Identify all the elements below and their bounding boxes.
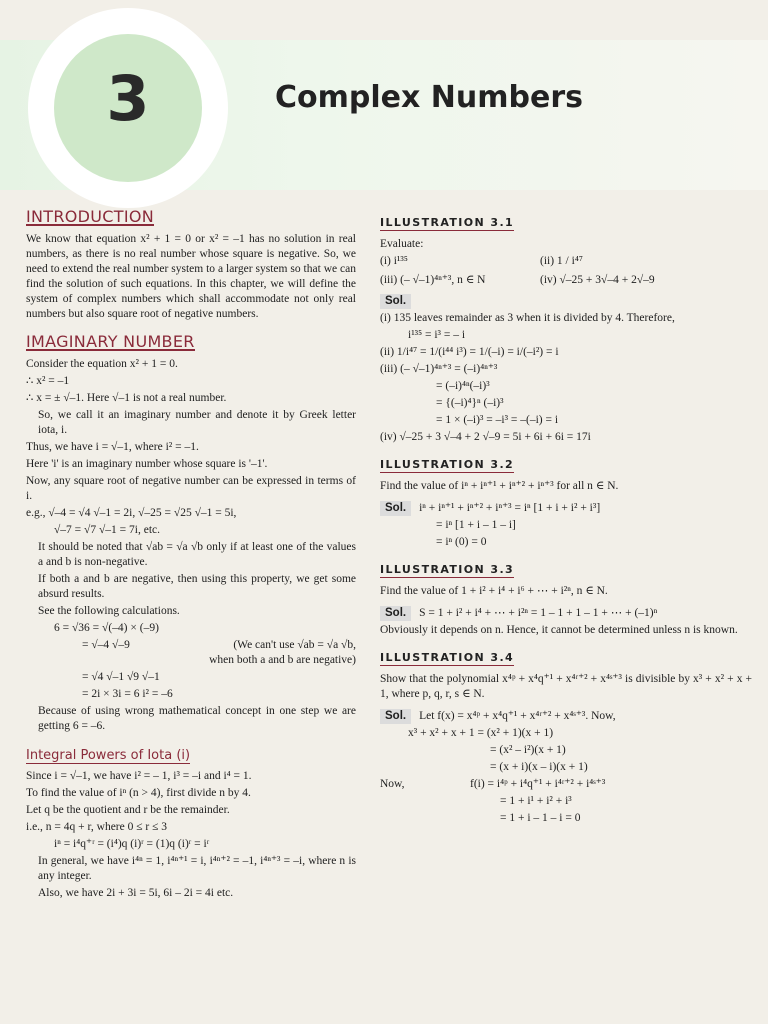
text-line: It should be noted that √ab = √a √b only if at least one of the values a and b is non-negative. (38, 541, 356, 568)
text-line: If both a and b are negative, then using this property, we get some absurd results. (38, 573, 356, 600)
text-line: Consider the equation x² + 1 = 0. (26, 358, 178, 370)
math-line: = √4 √–1 √9 √–1 (82, 671, 160, 683)
chapter-number: 3 (106, 62, 150, 135)
solution-tag: Sol. (380, 606, 411, 621)
solution-line: x³ + x² + x + 1 = (x² + 1)(x + 1) (408, 727, 554, 739)
section-title-integral-powers: Integral Powers of Iota (i) (26, 748, 191, 763)
text-line: Since i = √–1, we have i² = – 1, i³ = –i and i⁴ = 1. (26, 770, 252, 782)
solution-line: = {(–i)⁴}ⁿ (–i)³ (436, 397, 504, 409)
question-item: (iii) (– √–1)⁴ⁿ⁺³, n ∈ N (380, 274, 486, 286)
solution-line: = (x + i)(x – i)(x + 1) (490, 761, 588, 773)
question-text: Find the value of 1 + i² + i⁴ + i⁶ + ⋯ + i²ⁿ, n ∈ N. (380, 585, 608, 597)
solution-line: Let f(x) = x⁴ᵖ + x⁴q⁺¹ + x⁴ʳ⁺² + x⁴ˢ⁺³. Now, (419, 710, 616, 722)
solution-line: f(i) = i⁴ᵖ + i⁴q⁺¹ + i⁴ʳ⁺² + i⁴ˢ⁺³ (470, 778, 606, 790)
left-column (26, 205, 356, 903)
section-title-imaginary-number: IMAGINARY NUMBER (26, 332, 195, 351)
text-line: ∴ x = ± √–1. Here √–1 is not a real number. (26, 392, 227, 404)
text-line: e.g., √–4 = √4 √–1 = 2i, √–25 = √25 √–1 = 5i, (26, 507, 237, 519)
text-line: Thus, we have i = √–1, where i² = –1. (26, 441, 199, 453)
solution-line: = 1 × (–i)³ = –i³ = –(–i) = i (436, 414, 559, 426)
solution-label: Now, (380, 778, 405, 790)
solution-row (380, 777, 752, 792)
text-line: So, we call it an imaginary number and denote it by Greek letter iota, i. (38, 409, 356, 436)
solution-line: (iii) (– √–1)⁴ⁿ⁺³ = (–i)⁴ⁿ⁺³ (380, 363, 498, 375)
illustration-heading: ILLUSTRATION 3.3 (380, 563, 515, 576)
question-item: (iv) √–25 + 3√–4 + 2√–9 (540, 274, 655, 286)
text-line: To find the value of iⁿ (n > 4), first divide n by 4. (26, 787, 251, 799)
math-note: when both a and b are negative) (209, 654, 356, 666)
solution-line: (ii) 1/i⁴⁷ = 1/(i⁴⁴ i³) = 1/(–i) = i/(–i²) = i (380, 346, 559, 358)
question-text: Evaluate: (380, 238, 424, 250)
solution-line: = iⁿ [1 + i – 1 – i] (436, 519, 516, 531)
question-text: Find the value of iⁿ + iⁿ⁺¹ + iⁿ⁺² + iⁿ⁺³ for all n ∈ N. (380, 480, 619, 492)
solution-tag: Sol. (380, 709, 411, 724)
math-line: 6 = √36 = √(–4) × (–9) (54, 622, 159, 634)
solution-tag: Sol. (380, 501, 411, 516)
math-line: = 2i × 3i = 6 i² = –6 (82, 688, 173, 700)
solution-line: = (x² – i²)(x + 1) (490, 744, 566, 756)
text-line: Now, any square root of negative number can be expressed in terms of i. (26, 475, 356, 502)
math-line: iⁿ = i⁴q⁺ʳ = (i⁴)q (i)ʳ = (1)q (i)ʳ = iʳ (54, 838, 210, 850)
illustration-heading: ILLUSTRATION 3.4 (380, 651, 515, 664)
introduction-text: We know that equation x² + 1 = 0 or x² = –1 has no solution in real numbers, as there is no real number whose square is negative. So, we need to extend the real number system to a larger system so that we can find the solution of such equations. In this chapter, we will define the system of complex numbers which shall accommodate not only real numbers but also square root of negative numbers. (26, 233, 356, 320)
solution-line: = 1 + i¹ + i² + i³ (500, 795, 572, 807)
solution-line: = 1 + i – 1 – i = 0 (500, 812, 581, 824)
solution-line: = iⁿ (0) = 0 (436, 536, 487, 548)
text-line: In general, we have i⁴ⁿ = 1, i⁴ⁿ⁺¹ = i, i⁴ⁿ⁺² = –1, i⁴ⁿ⁺³ = –i, where n is any integer. (38, 855, 356, 882)
math-note: (We can't use √ab = √a √b, (233, 639, 356, 651)
solution-line: (i) 135 leaves remainder as 3 when it is divided by 4. Therefore, (380, 312, 675, 324)
solution-line: iⁿ + iⁿ⁺¹ + iⁿ⁺² + iⁿ⁺³ = iⁿ [1 + i + i² + i³] (419, 502, 601, 514)
solution-line: (iv) √–25 + 3 √–4 + 2 √–9 = 5i + 6i + 6i = 17i (380, 431, 591, 443)
text-line: Also, we have 2i + 3i = 5i, 6i – 2i = 4i etc. (38, 887, 234, 899)
math-line: i.e., n = 4q + r, where 0 ≤ r ≤ 3 (26, 821, 168, 833)
math-line: = √–4 √–9 (82, 639, 130, 651)
question-item: (i) i¹³⁵ (380, 255, 408, 267)
solution-line: Obviously it depends on n. Hence, it cannot be determined unless n is known. (380, 624, 738, 636)
right-column (380, 205, 752, 828)
text-line: ∴ x² = –1 (26, 375, 70, 387)
text-line: Let q be the quotient and r be the remainder. (26, 804, 230, 816)
illustration-heading: ILLUSTRATION 3.2 (380, 458, 515, 471)
question-text: Show that the polynomial x⁴ᵖ + x⁴q⁺¹ + x⁴ʳ⁺² + x⁴ˢ⁺³ is divisible by x³ + x² + x + 1, where p, q, r, s ∈ N. (380, 673, 752, 700)
solution-line: i¹³⁵ = i³ = – i (408, 329, 466, 341)
chapter-title: Complex Numbers (275, 80, 583, 115)
text-line: Here 'i' is an imaginary number whose square is '–1'. (26, 458, 268, 470)
text-line: See the following calculations. (38, 605, 180, 617)
solution-tag: Sol. (380, 294, 411, 309)
solution-line: = (–i)⁴ⁿ(–i)³ (436, 380, 490, 392)
text-line: Because of using wrong mathematical concept in one step we are getting 6 = –6. (38, 705, 356, 732)
question-item: (ii) 1 / i⁴⁷ (540, 255, 583, 267)
text-line: √–7 = √7 √–1 = 7i, etc. (54, 524, 161, 536)
illustration-heading: ILLUSTRATION 3.1 (380, 216, 515, 229)
math-row (26, 638, 356, 653)
question-items (380, 254, 752, 288)
solution-line: S = 1 + i² + i⁴ + ⋯ + i²ⁿ = 1 – 1 + 1 – 1 + ⋯ + (–1)ⁿ (419, 607, 658, 619)
section-title-introduction: INTRODUCTION (26, 207, 155, 226)
